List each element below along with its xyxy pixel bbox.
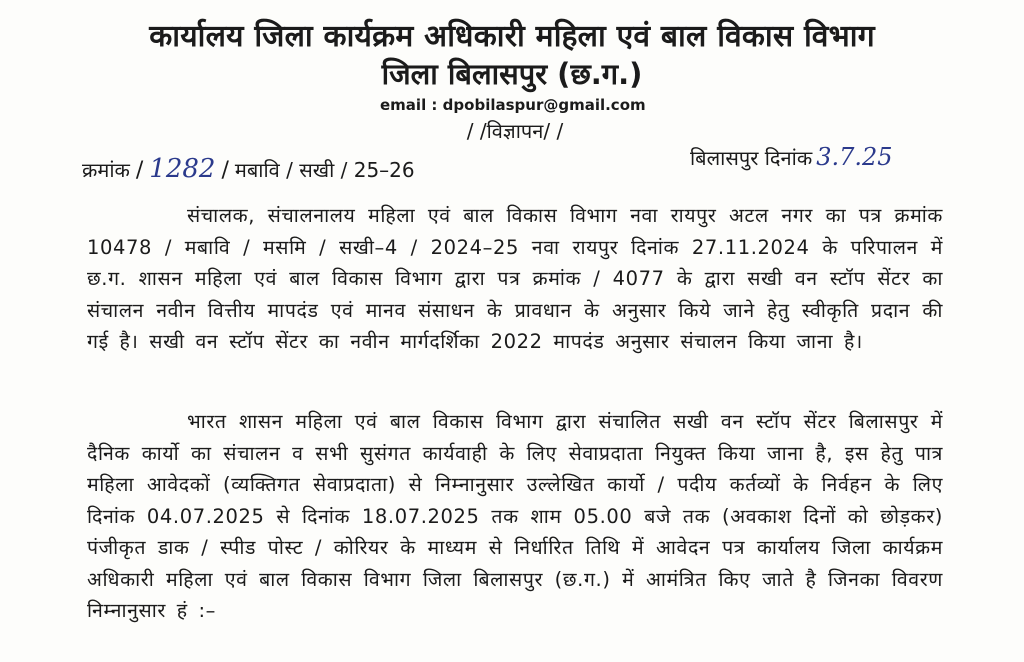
reference-suffix: मबावि / सखी / 25–26 <box>234 158 415 182</box>
reference-number-line: क्रमांक / 1282 / मबावि / सखी / 25–26 <box>82 154 415 184</box>
reference-number-handwritten: 1282 <box>149 154 216 184</box>
reference-prefix: क्रमांक <box>82 158 130 182</box>
paragraph-2-text: भारत शासन महिला एवं बाल विकास विभाग द्वारा संचालित सखी वन स्टॉप सेंटर बिलासपुर में दैनिक कार्यो का संचालन व सभी सुसंगत कार्यवाही के लिए सेवाप्रदाता नियुक्त किया जाना है, इस हेतु पात्र महिला आवेदकों (व्यक्तिगत सेवाप्रदाता) से निम्नानुसार उल्लेखित कार्यो / पदीय कर्तव्यों के निर्वहन के लिए दिनांक 04.07.2025 से दिनांक 18.07.2025 तक शाम 05.00 बजे तक (अवकाश दिनों को छोड़कर) पंजीकृत डाक / स्पीड पोस्ट / कोरियर के माध्यम से निर्धारित तिथि में आवेदन पत्र कार्यालय जिला कार्यक्रम अधिकारी महिला एवं बाल विकास विभाग जिला बिलासपुर (छ.ग.) में आमंत्रित किए जाते है जिनका विवरण निम्नानुसार हं :– <box>87 410 943 622</box>
paragraph-1 <box>87 200 943 358</box>
document-type-heading: / /विज्ञापन/ / <box>466 119 564 143</box>
paragraph-2 <box>87 406 943 627</box>
email-address[interactable]: dpobilaspur@gmail.com <box>442 96 646 114</box>
email-label: email : <box>380 96 438 114</box>
date-handwritten: 3.7.25 <box>816 143 893 171</box>
email-line <box>380 95 660 115</box>
paragraph-1-text: संचालक, संचालनालय महिला एवं बाल विकास विभाग नवा रायपुर अटल नगर का पत्र क्रमांक 10478 / मबावि / मसमि / सखी–4 / 2024–25 नवा रायपुर दिनांक 27.11.2024 के परिपालन में छ.ग. शासन महिला एवं बाल विकास विभाग द्वारा पत्र क्रमांक / 4077 के द्वारा सखी वन स्टॉप सेंटर का संचालन नवीन वित्तीय मापदंड एवं मानव संसाधन के प्रावधान के अनुसार किये जाने हेतु स्वीकृति प्रदान की गई है। सखी वन स्टॉप सेंटर का नवीन मार्गदर्शिका 2022 मापदंड अनुसार संचालन किया जाना है। <box>87 204 943 353</box>
office-title: कार्यालय जिला कार्यक्रम अधिकारी महिला एवं बाल विकास विभाग <box>149 19 875 54</box>
date-place-label: बिलासपुर दिनांक <box>690 146 813 170</box>
office-district: जिला बिलासपुर (छ.ग.) <box>381 57 643 91</box>
date-line <box>690 143 990 172</box>
